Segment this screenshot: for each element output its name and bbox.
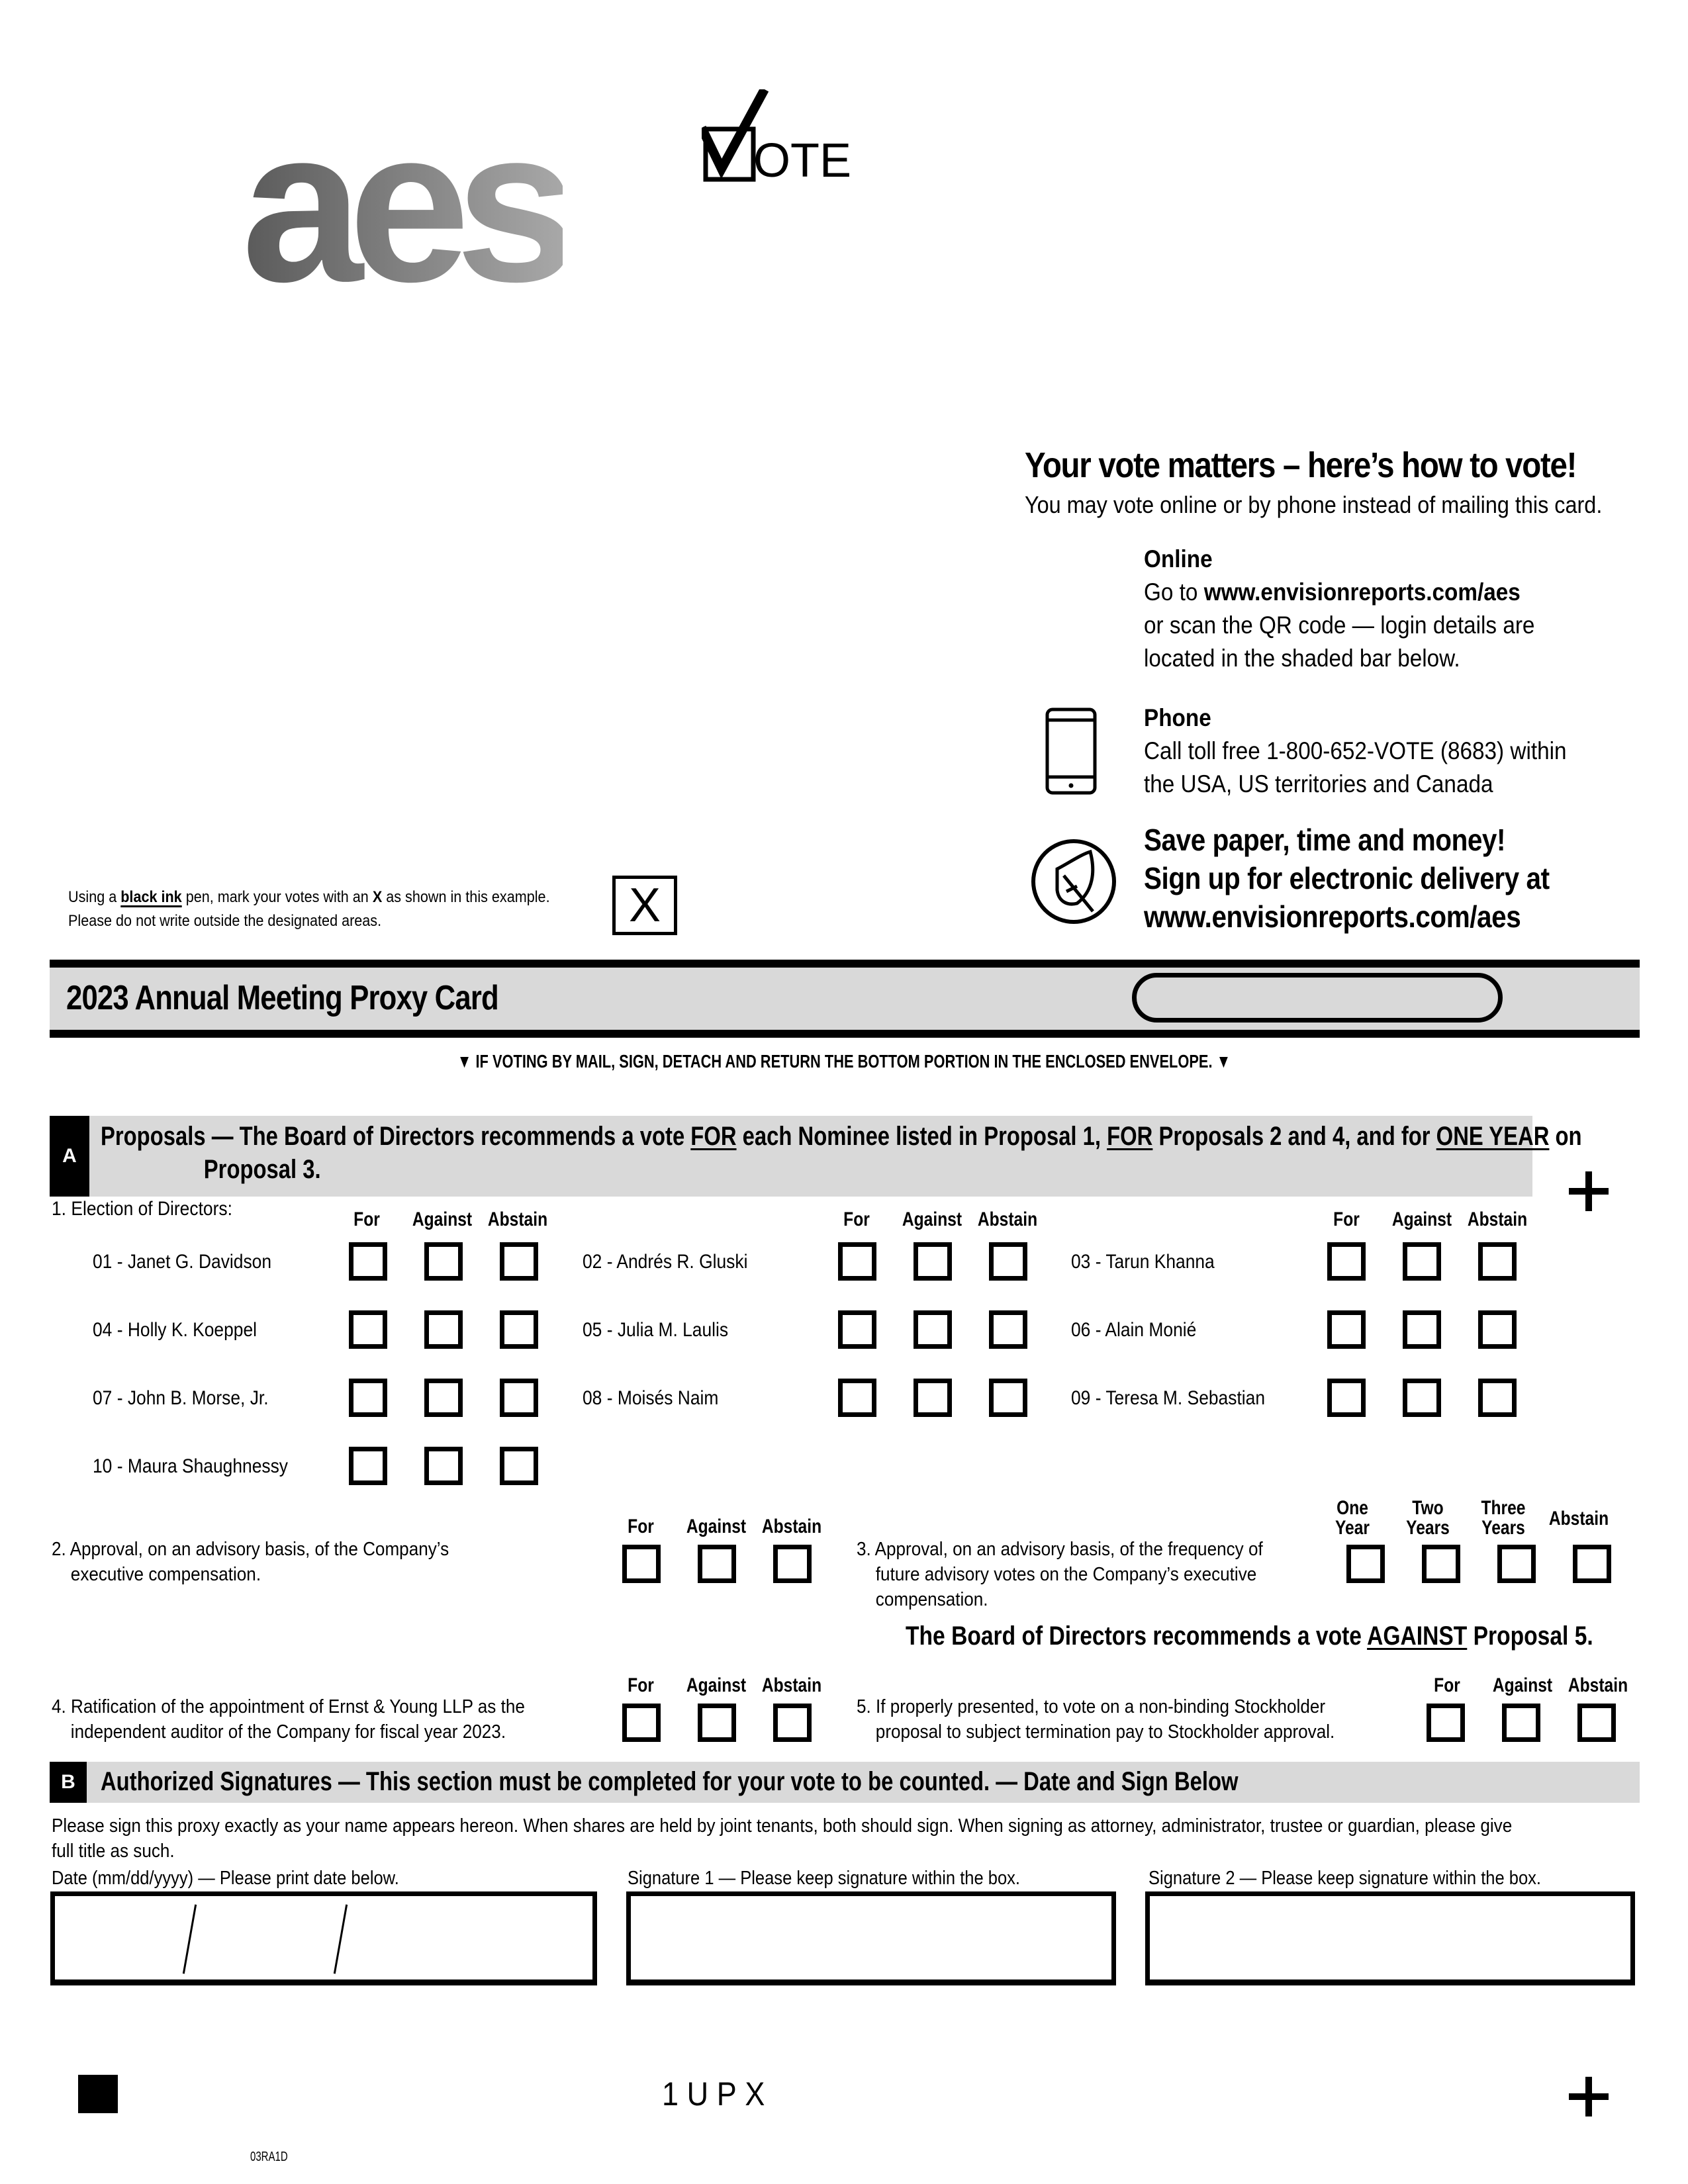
col-abstain: Abstain	[761, 1674, 822, 1696]
login-details-field[interactable]	[1132, 973, 1503, 1023]
nominee-02: 02 - Andrés R. Gluski	[583, 1251, 748, 1273]
col-for: For	[843, 1208, 870, 1230]
x-mark-icon: X	[628, 879, 661, 932]
col-against: Against	[1492, 1674, 1553, 1696]
phone-title: Phone	[1144, 704, 1211, 731]
signature-instructions: Please sign this proxy exactly as your name appears hereon. When shares are held by joint tenants, both should sign. When signing as attorney, administrator, trustee or guardian, please give full title as such.	[52, 1815, 1513, 1862]
col-against: Against	[902, 1208, 962, 1230]
vote-logo-text: OTE	[753, 134, 852, 187]
proposal4-against-checkbox[interactable]	[698, 1704, 736, 1742]
col-for: For	[353, 1208, 380, 1230]
signature2-label: Signature 2 — Please keep signature within the box.	[1149, 1868, 1541, 1889]
example-marked-box	[612, 876, 677, 935]
nominee-09-abstain-checkbox[interactable]	[1478, 1379, 1517, 1417]
registration-crosshair-icon	[1569, 2077, 1609, 2116]
nominee-02-abstain-checkbox[interactable]	[989, 1242, 1027, 1281]
phone-line1: Call toll free 1-800-652-VOTE (8683) within	[1144, 737, 1567, 764]
col-against: Against	[1391, 1208, 1452, 1230]
aes-logo: aes	[242, 83, 563, 327]
edelivery-line2: Sign up for electronic delivery at	[1144, 861, 1550, 895]
proposal3-three-years-checkbox[interactable]	[1497, 1545, 1536, 1583]
proposal2-text: 2. Approval, on an advisory basis, of the Company’s executive compensation.	[52, 1539, 449, 1585]
nominee-08-for-checkbox[interactable]	[838, 1379, 876, 1417]
nominee-08: 08 - Moisés Naim	[583, 1387, 719, 1409]
proposal3-abstain-checkbox[interactable]	[1573, 1545, 1611, 1583]
nominee-04: 04 - Holly K. Koeppel	[93, 1319, 258, 1341]
section-a-letter: A	[50, 1116, 89, 1197]
edelivery-url-link[interactable]: www.envisionreports.com/aes	[1144, 899, 1521, 934]
nominee-01-abstain-checkbox[interactable]	[500, 1242, 538, 1281]
signature2-field[interactable]	[1145, 1891, 1635, 1985]
proposal5-recommendation: The Board of Directors recommends a vote AGAINST Proposal 5.	[906, 1621, 1593, 1651]
online-line2: or scan the QR code — login details are	[1144, 612, 1535, 639]
nominee-07-against-checkbox[interactable]	[424, 1379, 463, 1417]
col-abstain: Abstain	[977, 1208, 1038, 1230]
nominee-03: 03 - Tarun Khanna	[1071, 1251, 1215, 1273]
nominee-07-abstain-checkbox[interactable]	[500, 1379, 538, 1417]
col-for: For	[1434, 1674, 1460, 1696]
proposal2-against-checkbox[interactable]	[698, 1545, 736, 1583]
vote-checkmark-logo	[702, 89, 867, 195]
nominee-06-for-checkbox[interactable]	[1327, 1310, 1366, 1349]
online-title: Online	[1144, 545, 1213, 572]
page-title: 2023 Annual Meeting Proxy Card	[66, 979, 498, 1017]
nominee-06-against-checkbox[interactable]	[1403, 1310, 1441, 1349]
proposal3-two-years-checkbox[interactable]	[1422, 1545, 1460, 1583]
nominee-06-abstain-checkbox[interactable]	[1478, 1310, 1517, 1349]
edelivery-line1: Save paper, time and money!	[1144, 823, 1506, 857]
date-label: Date (mm/dd/yyyy) — Please print date below.	[52, 1868, 399, 1889]
form-id: 03RA1D	[250, 2150, 288, 2164]
nominee-03-abstain-checkbox[interactable]	[1478, 1242, 1517, 1281]
proposal5-against-checkbox[interactable]	[1502, 1704, 1540, 1742]
nominee-04-against-checkbox[interactable]	[424, 1310, 463, 1349]
vote-matters-heading: Your vote matters – here’s how to vote!	[1025, 445, 1577, 485]
date-separator-slash	[334, 1905, 348, 1974]
proposal3-text: 3. Approval, on an advisory basis, of the frequency of future advisory votes on the Company’s executive compensation.	[857, 1539, 1263, 1610]
leaf-eco-icon	[1029, 837, 1118, 926]
date-separator-slash	[183, 1905, 197, 1974]
nominee-01-for-checkbox[interactable]	[349, 1242, 387, 1281]
col-abstain: Abstain	[487, 1208, 548, 1230]
proposal2-for-checkbox[interactable]	[622, 1545, 661, 1583]
section-b-title: Authorized Signatures — This section must be completed for your vote to be counted. — Date and Sign Below	[101, 1767, 1239, 1796]
proposal4-text: 4. Ratification of the appointment of Ernst & Young LLP as the independent auditor of the Company for fiscal year 2023.	[52, 1696, 525, 1743]
detach-notice: ▼ IF VOTING BY MAIL, SIGN, DETACH AND RETURN THE BOTTOM PORTION IN THE ENCLOSED ENVELOPE. ▼	[457, 1051, 1231, 1071]
edelivery-block	[1144, 821, 1550, 936]
online-voting-block	[1144, 543, 1534, 675]
marking-instructions: Using a black ink pen, mark your votes with an X as shown in this example. Please do not write outside the designated areas.	[68, 888, 550, 930]
col-against: Against	[686, 1674, 747, 1696]
nominee-03-against-checkbox[interactable]	[1403, 1242, 1441, 1281]
col-for: For	[628, 1674, 654, 1696]
col-against: Against	[686, 1516, 747, 1537]
col-abstain: Abstain	[761, 1516, 822, 1537]
nominee-05-against-checkbox[interactable]	[914, 1310, 952, 1349]
nominee-07: 07 - John B. Morse, Jr.	[93, 1387, 269, 1409]
vote-matters-subheading: You may vote online or by phone instead of mailing this card.	[1025, 491, 1603, 518]
phone-voting-block	[1144, 702, 1567, 801]
nominee-10-for-checkbox[interactable]	[349, 1447, 387, 1485]
col-against: Against	[412, 1208, 473, 1230]
nominee-10-against-checkbox[interactable]	[424, 1447, 463, 1485]
signature1-field[interactable]	[626, 1891, 1116, 1985]
proposal4-abstain-checkbox[interactable]	[773, 1704, 812, 1742]
col-three-years: Three Years	[1481, 1497, 1526, 1539]
nominee-03-for-checkbox[interactable]	[1327, 1242, 1366, 1281]
section-a-title: Proposals — The Board of Directors recommends a vote FOR each Nominee listed in Proposal 1, FOR Proposals 2 and 4, and for ONE YEAR on Proposal 3.	[101, 1122, 1582, 1184]
col-one-year: One Year	[1335, 1497, 1370, 1539]
form-code: 1UPX	[662, 2075, 773, 2113]
proposal4-for-checkbox[interactable]	[622, 1704, 661, 1742]
nominee-09-for-checkbox[interactable]	[1327, 1379, 1366, 1417]
signature1-label: Signature 1 — Please keep signature within the box.	[628, 1868, 1020, 1889]
col-two-years: Two Years	[1406, 1497, 1450, 1539]
proposal3-one-year-checkbox[interactable]	[1346, 1545, 1385, 1583]
nominee-02-for-checkbox[interactable]	[838, 1242, 876, 1281]
col-abstain: Abstain	[1568, 1674, 1628, 1696]
proposal5-for-checkbox[interactable]	[1427, 1704, 1465, 1742]
nominee-10-abstain-checkbox[interactable]	[500, 1447, 538, 1485]
col-abstain: Abstain	[1467, 1208, 1528, 1230]
nominee-09: 09 - Teresa M. Sebastian	[1071, 1387, 1266, 1409]
proposal2-abstain-checkbox[interactable]	[773, 1545, 812, 1583]
nominee-07-for-checkbox[interactable]	[349, 1379, 387, 1417]
nominee-02-against-checkbox[interactable]	[914, 1242, 952, 1281]
online-line3: located in the shaded bar below.	[1144, 645, 1460, 672]
nominee-08-against-checkbox[interactable]	[914, 1379, 952, 1417]
nominee-08-abstain-checkbox[interactable]	[989, 1379, 1027, 1417]
nominee-06: 06 - Alain Monié	[1071, 1319, 1197, 1341]
proposal5-abstain-checkbox[interactable]	[1577, 1704, 1616, 1742]
nominee-01-against-checkbox[interactable]	[424, 1242, 463, 1281]
nominee-09-against-checkbox[interactable]	[1403, 1379, 1441, 1417]
col-abstain: Abstain	[1548, 1508, 1609, 1529]
col-for: For	[1333, 1208, 1360, 1230]
nominee-05-for-checkbox[interactable]	[838, 1310, 876, 1349]
col-for: For	[628, 1516, 654, 1537]
registration-crosshair-icon	[1569, 1171, 1609, 1211]
section-b-letter: B	[50, 1762, 87, 1803]
phone-line2: the USA, US territories and Canada	[1144, 770, 1493, 797]
nominee-01: 01 - Janet G. Davidson	[93, 1251, 272, 1273]
nominee-10: 10 - Maura Shaughnessy	[93, 1455, 288, 1477]
online-url-link[interactable]: www.envisionreports.com/aes	[1203, 578, 1521, 606]
nominee-04-for-checkbox[interactable]	[349, 1310, 387, 1349]
date-field[interactable]	[50, 1891, 597, 1985]
online-line1: Go to www.envisionreports.com/aes	[1144, 578, 1521, 606]
proposal5-text: 5. If properly presented, to vote on a non-binding Stockholder proposal to subject termination pay to Stockholder approval.	[857, 1696, 1335, 1743]
nominee-04-abstain-checkbox[interactable]	[500, 1310, 538, 1349]
nominee-05: 05 - Julia M. Laulis	[583, 1319, 729, 1341]
phone-icon	[1045, 707, 1098, 796]
nominee-05-abstain-checkbox[interactable]	[989, 1310, 1027, 1349]
registration-block-mark	[78, 2075, 118, 2113]
proposal1-label: 1. Election of Directors:	[52, 1198, 232, 1220]
